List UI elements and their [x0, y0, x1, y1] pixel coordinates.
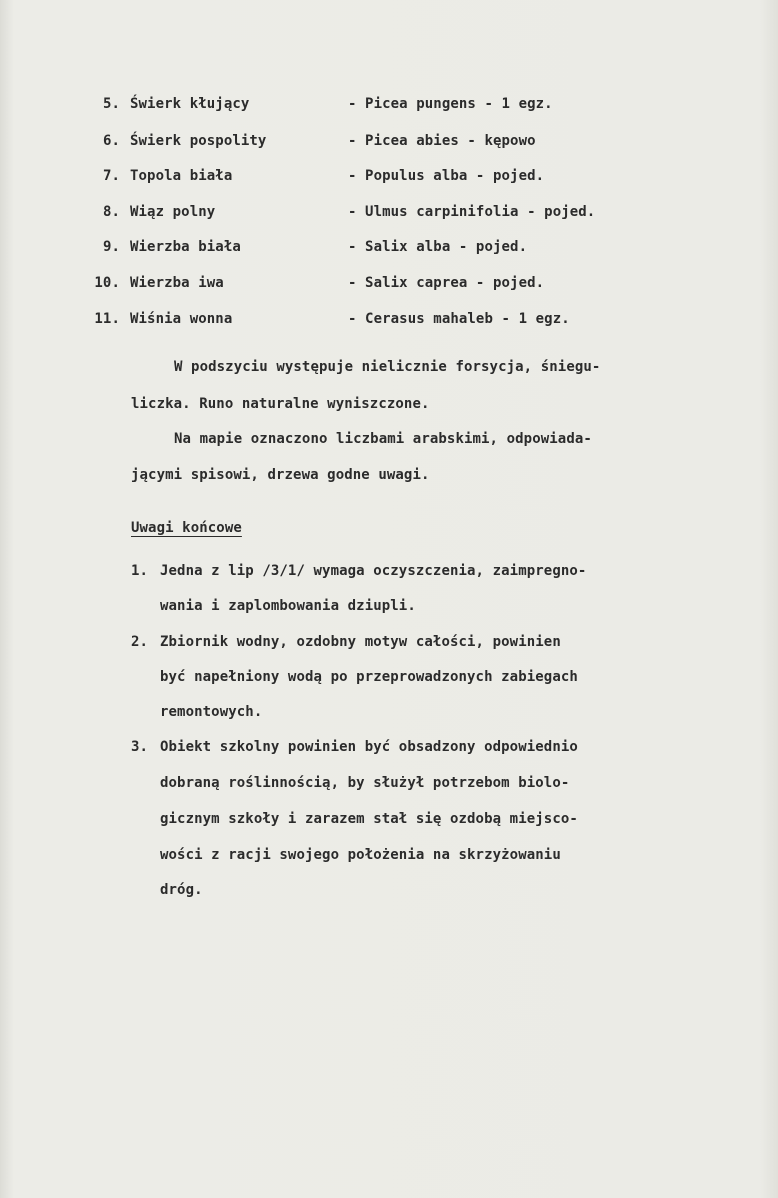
species-latin-name: - Salix alba - pojed.	[348, 239, 528, 255]
list-item	[0, 204, 778, 224]
list-item-line: remontowych.	[160, 704, 263, 720]
paragraph-line: liczka. Runo naturalne wyniszczone.	[131, 396, 430, 412]
list-item-number: 10.	[94, 275, 120, 291]
list-item-number: 6.	[102, 133, 120, 149]
species-latin-name: - Salix caprea - pojed.	[348, 275, 545, 291]
list-item	[0, 275, 778, 295]
species-polish-name: Topola biała	[130, 168, 233, 184]
species-latin-name: - Populus alba - pojed.	[348, 168, 545, 184]
paragraph-line: Na mapie oznaczono liczbami arabskimi, odpowiada-	[174, 431, 592, 447]
list-item-number: 8.	[102, 204, 120, 220]
list-item-line: Jedna z lip /3/1/ wymaga oczyszczenia, zaimpregno-	[160, 563, 587, 579]
list-item-number: 2.	[131, 634, 149, 650]
species-polish-name: Wierzba iwa	[130, 275, 224, 291]
species-latin-name: - Cerasus mahaleb - 1 egz.	[348, 311, 570, 327]
list-item-number: 9.	[102, 239, 120, 255]
list-item-line: dróg.	[160, 882, 203, 898]
list-item-number: 3.	[131, 739, 149, 755]
species-polish-name: Wiąz polny	[130, 204, 216, 220]
list-item-line: Zbiornik wodny, ozdobny motyw całości, powinien	[160, 634, 561, 650]
list-item-line: wości z racji swojego położenia na skrzyżowaniu	[160, 847, 561, 863]
paragraph-line: jącymi spisowi, drzewa godne uwagi.	[131, 467, 430, 483]
list-item-number: 7.	[102, 168, 120, 184]
species-latin-name: - Ulmus carpinifolia - pojed.	[348, 204, 596, 220]
list-item	[0, 311, 778, 331]
species-polish-name: Świerk pospolity	[130, 133, 267, 149]
list-item	[0, 168, 778, 188]
species-latin-name: - Picea pungens - 1 egz.	[348, 96, 553, 112]
list-item-number: 1.	[131, 563, 149, 579]
list-item-line: dobraną roślinnością, by służył potrzebom biolo-	[160, 775, 570, 791]
paragraph-line: W podszyciu występuje nielicznie forsycja, śniegu-	[174, 359, 601, 375]
list-item-number: 5.	[102, 96, 120, 112]
list-item-line: Obiekt szkolny powinien być obsadzony odpowiednio	[160, 739, 578, 755]
species-latin-name: - Picea abies - kępowo	[348, 133, 536, 149]
species-polish-name: Wierzba biała	[130, 239, 241, 255]
list-item	[0, 133, 778, 153]
list-item-line: być napełniony wodą po przeprowadzonych zabiegach	[160, 669, 578, 685]
list-item	[0, 239, 778, 259]
list-item-number: 11.	[94, 311, 120, 327]
species-polish-name: Świerk kłujący	[130, 96, 250, 112]
section-heading: Uwagi końcowe	[131, 520, 242, 536]
list-item	[0, 96, 778, 116]
list-item-line: gicznym szkoły i zarazem stał się ozdobą miejsco-	[160, 811, 578, 827]
list-item-line: wania i zaplombowania dziupli.	[160, 598, 416, 614]
species-polish-name: Wiśnia wonna	[130, 311, 233, 327]
